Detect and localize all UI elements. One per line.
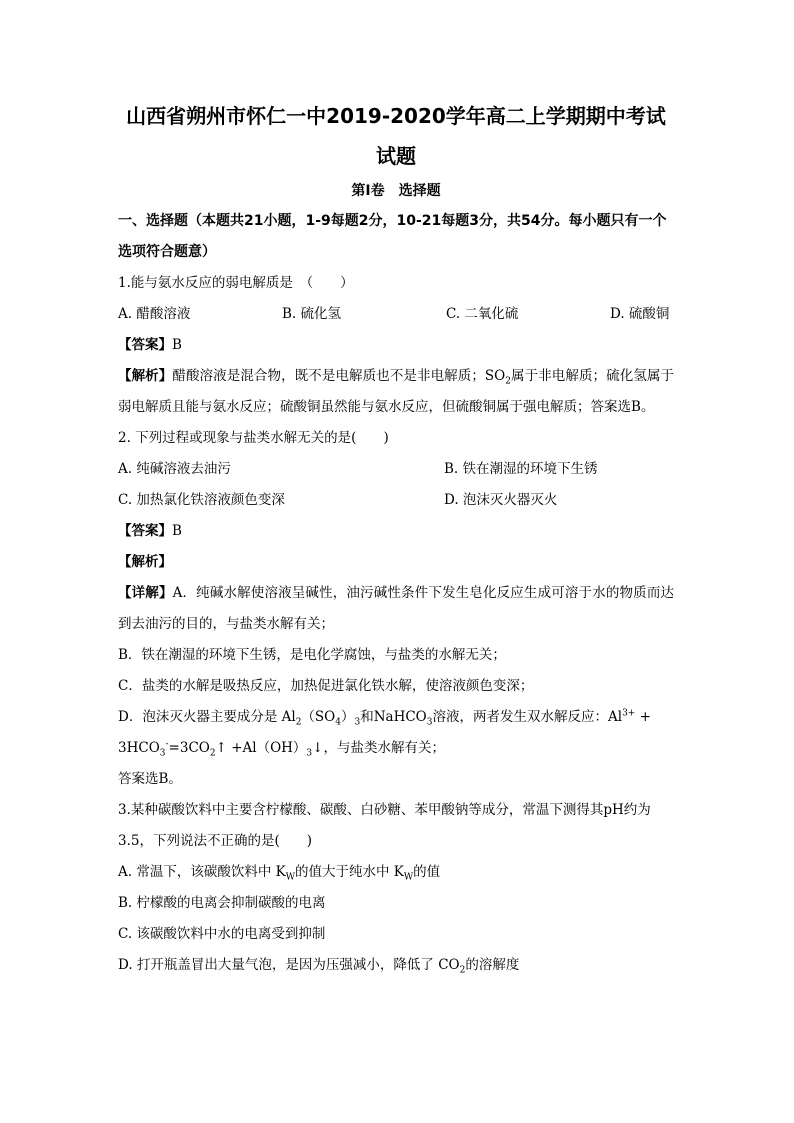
subscript: 2 xyxy=(209,748,216,759)
question-2-detail-b: B．铁在潮湿的环境下生锈，是电化学腐蚀，与盐类的水解无关； xyxy=(118,647,506,663)
text: （SO xyxy=(301,709,336,725)
text: 溶液，两者发生双水解反应：Al xyxy=(432,709,623,725)
document-page xyxy=(118,96,674,981)
question-2-stem: 2. 下列过程或现象与盐类水解无关的是( ) xyxy=(118,430,389,446)
question-2-detail-d xyxy=(118,702,674,733)
subscript: 3 xyxy=(159,748,166,759)
question-3-option-a xyxy=(118,857,674,888)
question-3-option-d xyxy=(118,950,674,981)
subscript: 3 xyxy=(354,717,361,728)
answer-label: 【答案】 xyxy=(118,337,172,353)
question-1-option-d: D. 硫酸铜 xyxy=(610,306,670,322)
text: A. 常温下，该碳酸饮料中 K xyxy=(118,864,286,880)
question-1-analysis xyxy=(118,361,674,423)
superscript: - xyxy=(165,739,169,750)
document-title xyxy=(118,96,674,176)
part-heading: 第Ⅰ卷 选择题 xyxy=(351,183,441,199)
question-1-stem: 1.能与氨水反应的弱电解质是 （ ） xyxy=(118,275,354,291)
question-3-stem-line-2: 3.5，下列说法不正确的是( ) xyxy=(118,833,313,849)
text: =3CO xyxy=(168,740,210,756)
answer-value: B xyxy=(172,337,182,353)
question-2-option-a: A. 纯碱溶液去油污 xyxy=(118,461,231,477)
section-heading-line-2: 选项符合题意） xyxy=(118,244,216,260)
text: 的值大于纯水中 K xyxy=(294,864,404,880)
text: 的溶解度 xyxy=(465,957,520,973)
question-1-answer xyxy=(118,330,674,361)
text: ↓，与盐类水解有关； xyxy=(312,740,445,756)
subscript: 2 xyxy=(505,376,511,387)
text: 的值 xyxy=(413,864,441,880)
subscript: 2 xyxy=(295,717,302,728)
question-1-option-b: B. 硫化氢 xyxy=(282,306,342,322)
subscript: W xyxy=(285,872,295,883)
title-line-1: 山西省朔州市怀仁一中2019-2020学年高二上学期期中考试 xyxy=(126,104,666,128)
title-line-2: 试题 xyxy=(376,144,416,168)
text: D．泡沫灭火器主要成分是 Al xyxy=(118,709,296,725)
answer-value: B xyxy=(172,523,182,539)
text: D. 打开瓶盖冒出大量气泡，是因为压强减小，降低了 CO xyxy=(118,957,460,973)
question-3 xyxy=(118,795,674,981)
question-2-equation xyxy=(118,733,674,764)
detail-label: 【详解】 xyxy=(118,585,173,601)
analysis-text-part-1: 醋酸溶液是混合物，既不是电解质也不是非电解质；SO xyxy=(172,368,506,384)
question-2-detail-a xyxy=(118,578,674,640)
section-heading-line-1: 一、选择题（本题共21小题，1-9每题2分，10-21每题3分，共54分。每小题只有一个 xyxy=(118,213,667,229)
question-2-conclusion: 答案选B。 xyxy=(118,771,182,787)
question-2-analysis-label: 【解析】 xyxy=(118,554,172,570)
question-2-option-c: C. 加热氯化铁溶液颜色变深 xyxy=(118,492,285,508)
text: 3HCO xyxy=(118,740,160,756)
text: 和NaHCO xyxy=(360,709,427,725)
text: ↑ +Al（OH） xyxy=(215,740,307,756)
question-2-options xyxy=(118,454,674,516)
subscript: 4 xyxy=(335,717,341,728)
question-2-answer xyxy=(118,516,674,547)
question-3-stem-line-1: 3.某种碳酸饮料中主要含柠檬酸、碳酸、白砂糖、苯甲酸钠等成分，常温下测得其pH约为 xyxy=(118,802,651,818)
question-2 xyxy=(118,423,674,795)
subscript: 2 xyxy=(459,965,466,976)
question-1-option-c: C. 二氧化硫 xyxy=(446,306,519,322)
analysis-text-part-2: 属于非电解质；硫化氢属于弱电解质且能与氨水反应；硫酸铜虽然能与氨水反应，但硫酸铜属于强电解质；答案选B。 xyxy=(118,368,675,415)
question-2-option-d: D. 泡沫灭火器灭火 xyxy=(444,492,558,508)
subscript: 3 xyxy=(426,717,433,728)
superscript: 3+ xyxy=(622,708,636,719)
text: + xyxy=(635,709,651,725)
detail-a-text: A．纯碱水解使溶液呈碱性，油污碱性条件下发生皂化反应生成可溶于水的物质而达到去油污的目的，与盐类水解有关； xyxy=(118,585,674,632)
question-3-option-c: C. 该碳酸饮料中水的电离受到抑制 xyxy=(118,926,326,942)
analysis-label: 【解析】 xyxy=(118,368,173,384)
question-1-options xyxy=(118,299,674,330)
question-1 xyxy=(118,268,674,423)
answer-label: 【答案】 xyxy=(118,523,172,539)
subscript: 3 xyxy=(306,748,313,759)
question-2-detail-c: C．盐类的水解是吸热反应，加热促进氯化铁水解，使溶液颜色变深； xyxy=(118,678,534,694)
text: ） xyxy=(340,709,355,725)
question-1-option-a: A. 醋酸溶液 xyxy=(118,306,191,322)
question-2-option-b: B. 铁在潮湿的环境下生锈 xyxy=(444,461,598,477)
subscript: W xyxy=(403,872,414,883)
question-3-option-b: B. 柠檬酸的电离会抑制碳酸的电离 xyxy=(118,895,326,911)
